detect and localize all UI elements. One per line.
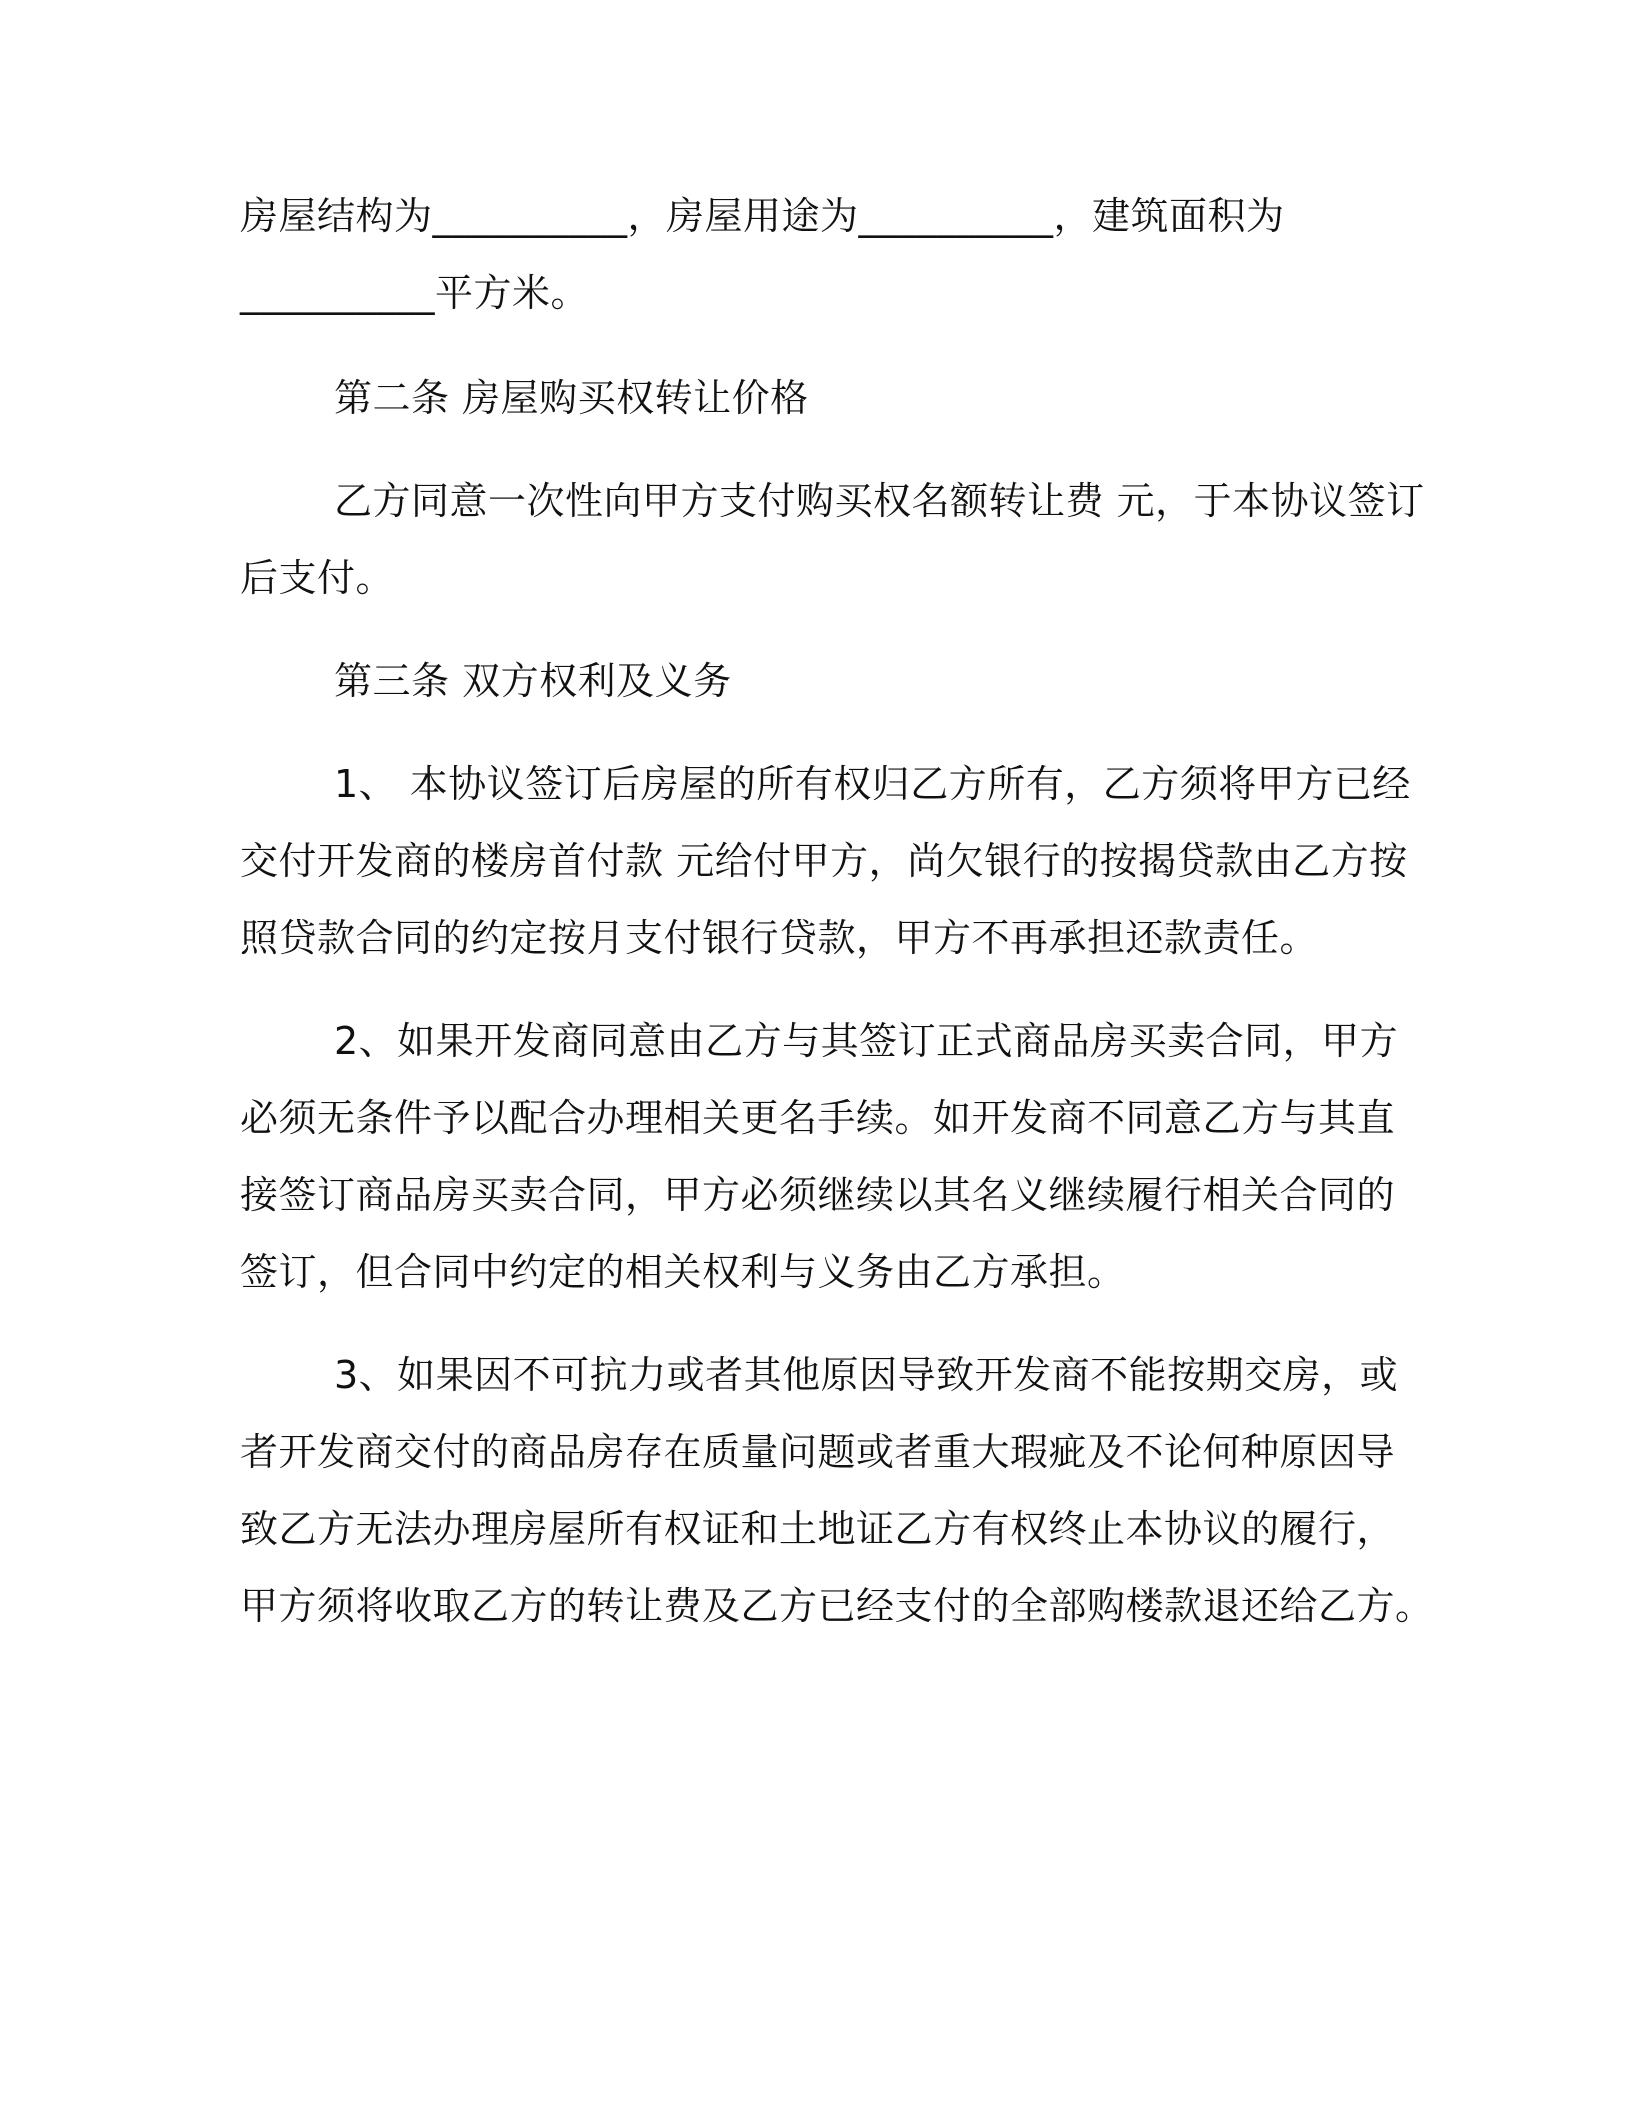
text-line: 者开发商交付的商品房存在质量问题或者重大瑕疵及不论何种原因导 (240, 1430, 1396, 1474)
text-line: 交付开发商的楼房首付款 元给付甲方，尚欠银行的按揭贷款由乙方按 (240, 839, 1408, 883)
text-line: 签订，但合同中约定的相关权利与义务由乙方承担。 (240, 1250, 1126, 1294)
text-line: 乙方同意一次性向甲方支付购买权名额转让费 元，于本协议签订 (334, 479, 1425, 523)
text-line: 房屋结构为__________，房屋用途为__________，建筑面积为 (240, 194, 1285, 238)
text-line: __________平方米。 (240, 271, 590, 315)
text-line: 后支付。 (240, 556, 395, 600)
text-line: 3、如果因不可抗力或者其他原因导致开发商不能按期交房，或 (334, 1353, 1399, 1397)
section-heading: 第三条 双方权利及义务 (334, 659, 732, 703)
text-line: 致乙方无法办理房屋所有权证和土地证乙方有权终止本协议的履行， (240, 1507, 1396, 1551)
section-heading: 第二条 房屋购买权转让价格 (334, 376, 809, 420)
text-line: 1、 本协议签订后房屋的所有权归乙方所有，乙方须将甲方已经 (334, 762, 1411, 806)
text-line: 2、如果开发商同意由乙方与其签订正式商品房买卖合同，甲方 (334, 1019, 1399, 1063)
text-line: 必须无条件予以配合办理相关更名手续。如开发商不同意乙方与其直 (240, 1096, 1396, 1140)
text-line: 甲方须将收取乙方的转让费及乙方已经支付的全部购楼款退还给乙方。 (240, 1584, 1434, 1628)
text-line: 照贷款合同的约定按月支付银行贷款，甲方不再承担还款责任。 (240, 916, 1319, 960)
text-line: 接签订商品房买卖合同，甲方必须继续以其名义继续履行相关合同的 (240, 1173, 1396, 1217)
